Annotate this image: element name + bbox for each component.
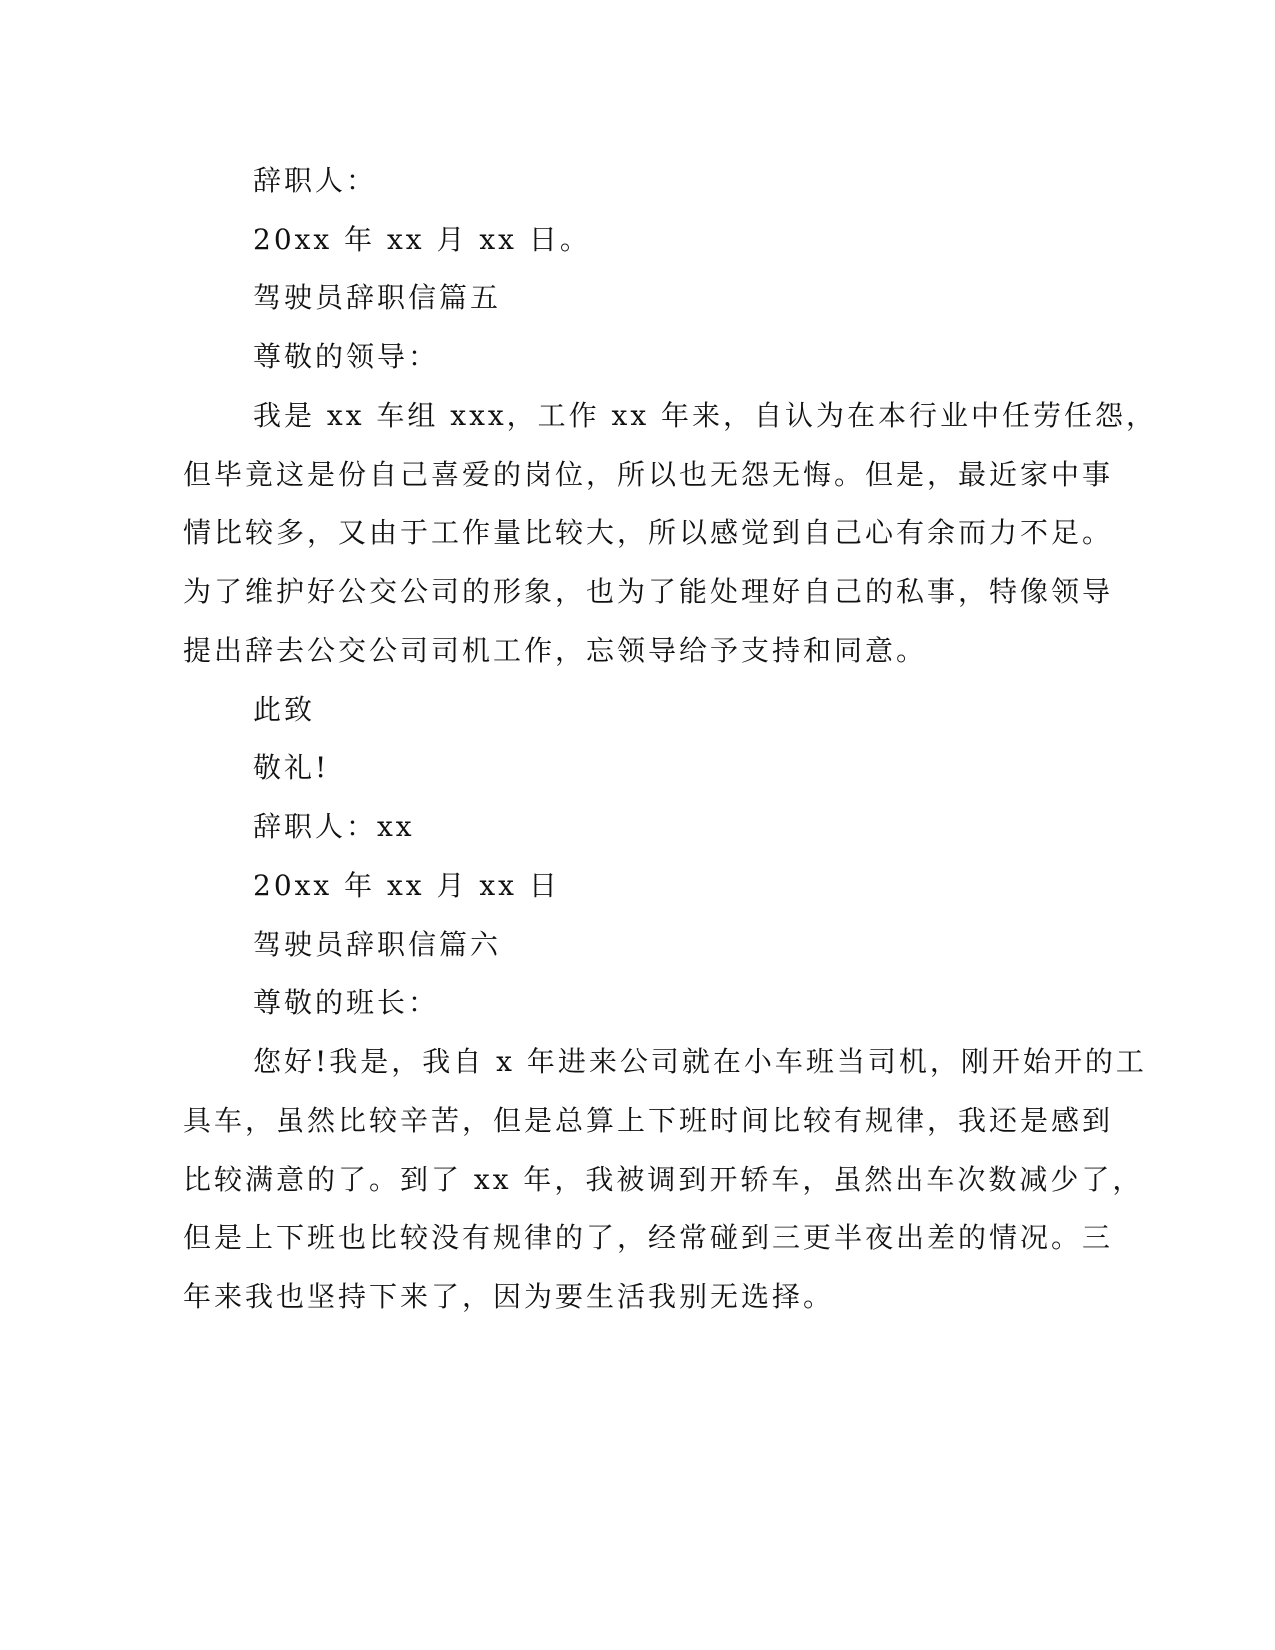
- body-paragraph-line: 您好!我是，我自 x 年进来公司就在小车班当司机，刚开始开的工: [253, 1045, 1147, 1078]
- closing-regards: 敬礼!: [253, 751, 330, 784]
- body-paragraph-line: 情比较多，又由于工作量比较大，所以感觉到自己心有余而力不足。: [183, 516, 1114, 549]
- body-paragraph-line: 比较满意的了。到了 xx 年，我被调到开轿车，虽然出车次数减少了，: [183, 1163, 1144, 1196]
- body-paragraph-line: 年来我也坚持下来了，因为要生活我别无选择。: [183, 1280, 835, 1313]
- body-paragraph-line: 但毕竟这是份自己喜爱的岗位，所以也无怨无悔。但是，最近家中事: [183, 458, 1114, 491]
- date-line: 20xx 年 xx 月 xx 日。: [253, 223, 591, 256]
- salutation: 尊敬的班长：: [253, 986, 440, 1019]
- salutation: 尊敬的领导：: [253, 340, 440, 373]
- body-paragraph-line: 我是 xx 车组 xxx，工作 xx 年来，自认为在本行业中任劳任怨，: [253, 399, 1158, 432]
- closing-phrase: 此致: [253, 693, 316, 726]
- section-title-6: 驾驶员辞职信篇六: [253, 928, 502, 961]
- signature-label: 辞职人：xx: [253, 810, 415, 843]
- body-paragraph-line: 具车，虽然比较辛苦，但是总算上下班时间比较有规律，我还是感到: [183, 1104, 1114, 1137]
- body-paragraph-line: 但是上下班也比较没有规律的了，经常碰到三更半夜出差的情况。三: [183, 1221, 1114, 1254]
- signature-label: 辞职人：: [253, 164, 378, 197]
- date-line: 20xx 年 xx 月 xx 日: [253, 869, 560, 902]
- body-paragraph-line: 提出辞去公交公司司机工作，忘领导给予支持和同意。: [183, 634, 928, 667]
- body-paragraph-line: 为了维护好公交公司的形象，也为了能处理好自己的私事，特像领导: [183, 575, 1114, 608]
- section-title-5: 驾驶员辞职信篇五: [253, 281, 502, 314]
